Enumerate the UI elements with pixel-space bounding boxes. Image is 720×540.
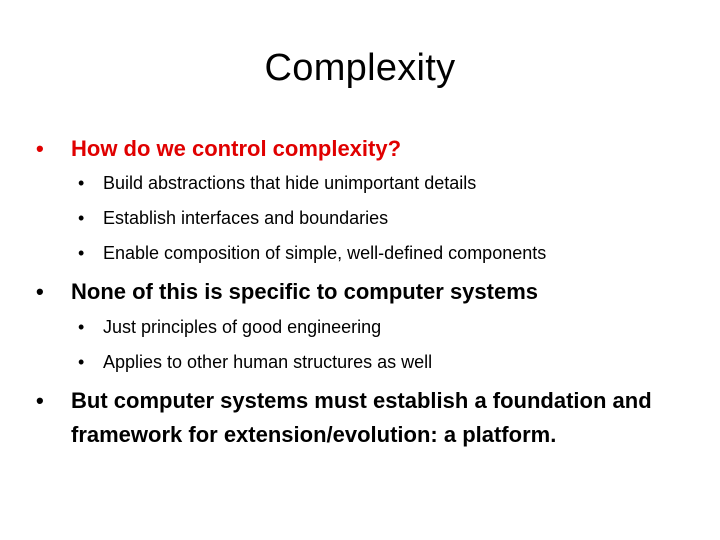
sub-bullet-2-2-text: Applies to other human structures as well xyxy=(103,352,433,372)
bullet-dot-icon: • xyxy=(36,279,44,304)
sub-bullet-1-3 xyxy=(78,236,698,271)
sub-bullet-2-1-text: Just principles of good engineering xyxy=(103,317,382,337)
bullet-dot-icon: • xyxy=(36,136,44,161)
bullet-dot-icon: • xyxy=(78,173,85,193)
bullet-dot-icon: • xyxy=(78,317,85,337)
bullet-2 xyxy=(36,275,696,309)
bullet-2-text: None of this is specific to computer systems xyxy=(71,279,539,304)
sub-bullet-1-3-text: Enable composition of simple, well-defined components xyxy=(103,243,547,263)
bullet-dot-icon: • xyxy=(78,352,85,372)
sub-bullet-1-1 xyxy=(78,166,698,201)
bullet-1 xyxy=(36,132,696,166)
sub-bullet-1-1-text: Build abstractions that hide unimportant details xyxy=(103,173,477,193)
bullet-dot-icon: • xyxy=(78,208,85,228)
bullet-dot-icon: • xyxy=(36,388,44,413)
sub-bullet-1-2-text: Establish interfaces and boundaries xyxy=(103,208,389,228)
slide-title: Complexity xyxy=(264,47,456,89)
bullet-3 xyxy=(36,384,696,452)
bullet-3-text: But computer systems must establish a foundation and framework for extension/evolution: a platform. xyxy=(71,388,652,447)
bullet-dot-icon: • xyxy=(78,243,85,263)
sub-bullet-2-1 xyxy=(78,310,698,345)
sub-bullet-1-2 xyxy=(78,201,698,236)
sub-bullet-2-2 xyxy=(78,345,698,380)
bullet-1-text: How do we control complexity? xyxy=(71,136,402,161)
